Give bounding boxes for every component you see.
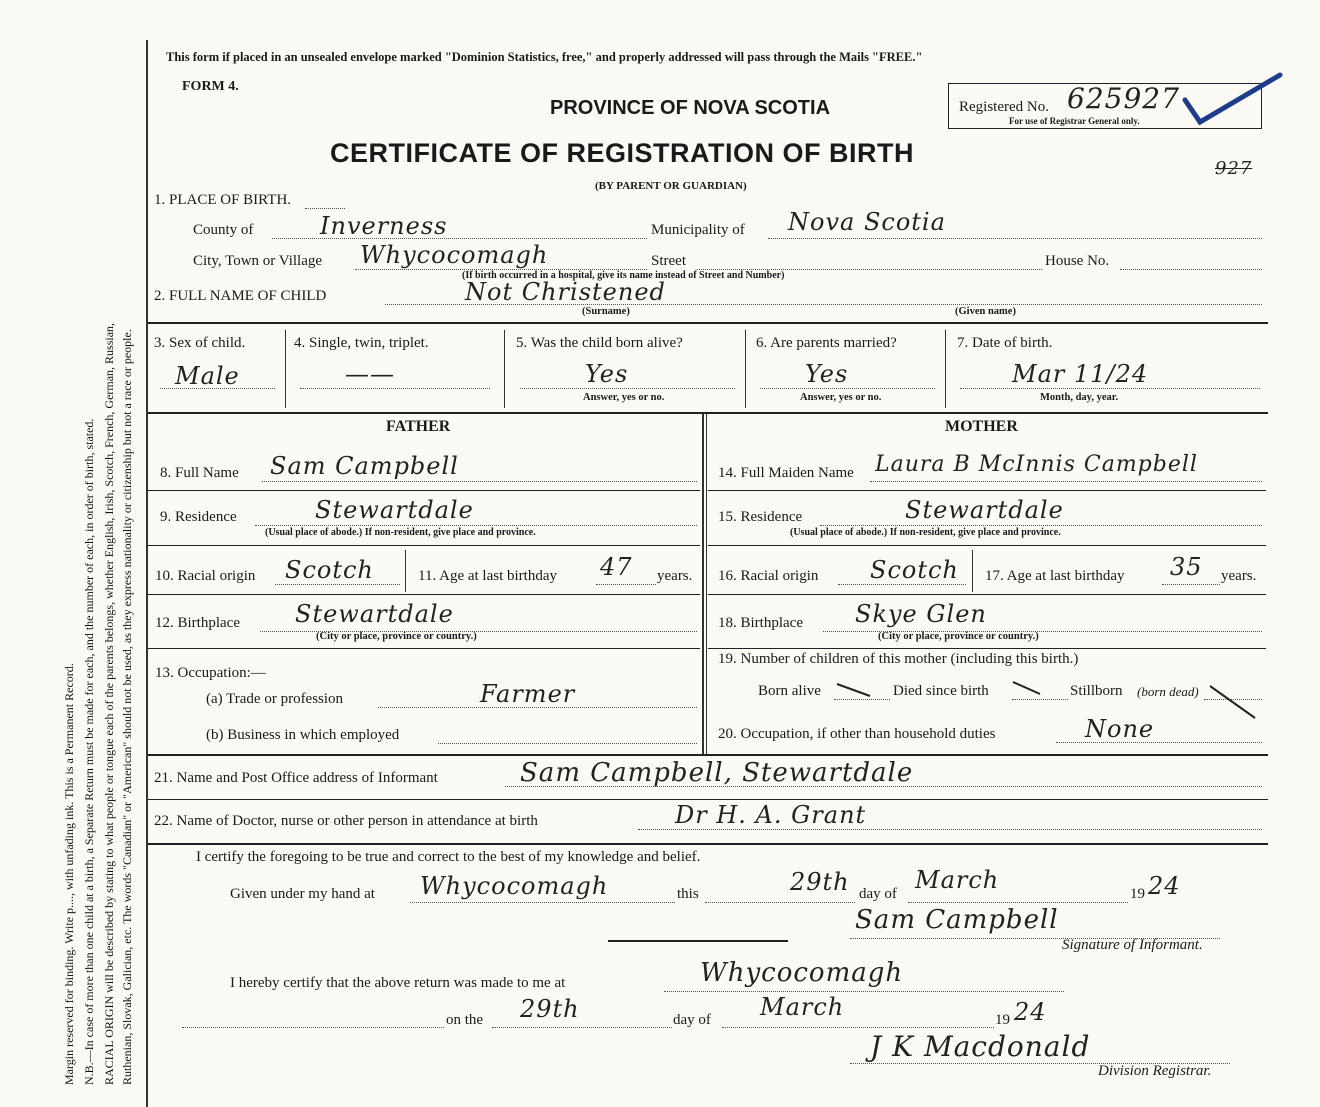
registered-number: 625927 (1067, 82, 1180, 115)
surname-note: (Surname) (582, 306, 630, 317)
father-birthplace-note: (City or place, province or country.) (316, 631, 477, 642)
divider-1 (148, 322, 1268, 324)
divider-4 (148, 843, 1268, 845)
child-name-label: 2. FULL NAME OF CHILD (154, 288, 327, 304)
street-label: Street (651, 253, 686, 269)
day-value: 29th (790, 868, 850, 896)
check-mark-icon (1180, 70, 1290, 130)
registered-label: Registered No. (959, 99, 1049, 115)
registrar-signature: J K Macdonald (870, 1030, 1091, 1063)
born-alive-value: Yes (585, 360, 629, 388)
margin-note-racial-origin: RACIAL ORIGIN will be described by stating to what people or tongue each of the parents belongs, whether English, Irish, Scotch, French, German, Russian, (102, 322, 116, 1085)
province-heading: PROVINCE OF NOVA SCOTIA (550, 97, 831, 119)
registrar-place-value: Whycocomagh (700, 958, 904, 988)
mother-heading: MOTHER (945, 418, 1018, 435)
business-label: (b) Business in which employed (206, 727, 400, 743)
registrar-year-value: 24 (1014, 998, 1047, 1026)
form-number: FORM 4. (182, 79, 239, 94)
certificate-title: CERTIFICATE OF REGISTRATION OF BIRTH (330, 138, 914, 168)
father-heading: FATHER (386, 418, 451, 435)
certify-statement: I certify the foregoing to be true and correct to the best of my knowledge and belief. (196, 849, 701, 865)
trade-label: (a) Trade or profession (206, 691, 344, 707)
registrar-month-value: March (760, 993, 845, 1021)
plurality-label: 4. Single, twin, triplet. (294, 335, 429, 351)
sex-label: 3. Sex of child. (154, 335, 246, 351)
father-name-value: Sam Campbell (270, 452, 459, 480)
mother-years-label: years. (1221, 568, 1257, 584)
father-residence-note: (Usual place of abode.) If non-resident, give place and province. (265, 527, 536, 538)
mother-occupation-label: 20. Occupation, if other than household duties (718, 726, 996, 742)
year-value: 24 (1148, 872, 1181, 900)
born-alive-count-label: Born alive (758, 683, 821, 699)
informant-signature: Sam Campbell (855, 905, 1059, 935)
date-of-birth-note: Month, day, year. (1040, 392, 1119, 403)
father-birthplace-label: 12. Birthplace (155, 615, 240, 631)
municipality-value: Nova Scotia (788, 208, 946, 236)
date-of-birth-label: 7. Date of birth. (957, 335, 1053, 351)
place-of-birth-label: 1. PLACE OF BIRTH. (154, 192, 292, 208)
mother-name-value: Laura B McInnis Campbell (875, 452, 1198, 477)
mother-racial-value: Scotch (870, 556, 959, 584)
father-age-value: 47 (600, 553, 633, 581)
margin-note-racial-origin-cont: Ruthenian, Slovak, Galician, etc. The words "Canadian" or "American" should not be used, as they express nationality or citizenship but not a race or people. (120, 329, 134, 1085)
margin-note-binding: Margin reserved for binding. Write p...., with unfading ink. This is a Permanent Record. (62, 663, 76, 1085)
mother-residence-note: (Usual place of abode.) If non-resident, give place and province. (790, 527, 1061, 538)
father-residence-value: Stewartdale (315, 496, 474, 524)
registrar-statement: I hereby certify that the above return was made to me at (230, 975, 566, 991)
divider-2 (148, 412, 1268, 414)
corner-mark: 927 (1215, 158, 1253, 179)
county-value: Inverness (320, 212, 448, 240)
father-years-label: years. (657, 568, 693, 584)
registrar-general-note: For use of Registrar General only. (1009, 116, 1140, 126)
parents-married-value: Yes (805, 360, 849, 388)
born-alive-label: 5. Was the child born alive? (516, 335, 683, 351)
parents-married-label: 6. Are parents married? (756, 335, 897, 351)
born-alive-note: Answer, yes or no. (583, 392, 665, 403)
doctor-value: Dr H. A. Grant (675, 801, 867, 829)
registrar-signature-label: Division Registrar. (1098, 1063, 1212, 1079)
father-residence-label: 9. Residence (160, 509, 237, 525)
margin-note-multiple-births: N.B.—In case of more than one child at a birth, a Separate Return must be made for each, and the number of each, in order of birth, stated. (82, 418, 96, 1085)
children-count-label: 19. Number of children of this mother (including this birth.) (718, 651, 1079, 667)
given-place-value: Whycocomagh (420, 872, 609, 900)
this-label: this (677, 886, 699, 902)
registrar-year-prefix: 19 (995, 1012, 1010, 1028)
hospital-note: (If birth occurred in a hospital, give its name instead of Street and Number) (462, 270, 785, 281)
child-name-value: Not Christened (465, 278, 666, 306)
municipality-label: Municipality of (651, 222, 745, 238)
plurality-value: —— (345, 360, 395, 388)
divider-3 (148, 754, 1268, 756)
date-of-birth-value: Mar 11/24 (1012, 360, 1149, 388)
father-occupation-label: 13. Occupation:— (155, 665, 266, 681)
stillborn-note: (born dead) (1137, 684, 1199, 699)
registrar-day-value: 29th (520, 995, 580, 1023)
mother-name-label: 14. Full Maiden Name (718, 465, 854, 481)
house-number-label: House No. (1045, 253, 1110, 269)
registrar-day-of-label: day of (673, 1012, 711, 1028)
stillborn-label: Stillborn (1070, 683, 1123, 699)
form-left-border (146, 40, 148, 1107)
mother-birthplace-label: 18. Birthplace (718, 615, 803, 631)
mother-birthplace-note: (City or place, province or country.) (878, 631, 1039, 642)
given-under-label: Given under my hand at (230, 886, 375, 902)
mailing-notice: This form if placed in an unsealed envelope marked "Dominion Statistics, free," and properly addressed will pass through the Mails "FREE." (166, 50, 923, 64)
certificate-subtitle: (BY PARENT OR GUARDIAN) (595, 180, 747, 192)
father-birthplace-value: Stewartdale (295, 600, 454, 628)
mother-age-label: 17. Age at last birthday (985, 568, 1125, 584)
parents-married-note: Answer, yes or no. (800, 392, 882, 403)
father-racial-label: 10. Racial origin (155, 568, 256, 584)
trade-value: Farmer (480, 680, 576, 708)
day-of-label: day of (859, 886, 897, 902)
died-since-birth-label: Died since birth (893, 683, 989, 699)
on-the-label: on the (446, 1012, 484, 1028)
year-prefix: 19 (1130, 886, 1145, 902)
doctor-label: 22. Name of Doctor, nurse or other person in attendance at birth (154, 813, 538, 829)
column-divider (702, 414, 704, 754)
month-value: March (915, 866, 1000, 894)
mother-birthplace-value: Skye Glen (855, 600, 987, 628)
mother-age-value: 35 (1170, 553, 1203, 581)
dash-strokes (835, 678, 1265, 723)
mother-residence-label: 15. Residence (718, 509, 803, 525)
informant-signature-label: Signature of Informant. (1062, 937, 1203, 953)
given-name-note: (Given name) (955, 306, 1016, 317)
mother-occupation-value: None (1085, 715, 1155, 743)
mother-residence-value: Stewartdale (905, 496, 1064, 524)
county-label: County of (193, 222, 254, 238)
informant-label: 21. Name and Post Office address of Informant (154, 770, 438, 786)
city-value: Whycocomagh (360, 241, 549, 269)
father-name-label: 8. Full Name (160, 465, 239, 481)
father-racial-value: Scotch (285, 556, 374, 584)
city-label: City, Town or Village (193, 253, 323, 269)
informant-value: Sam Campbell, Stewartdale (520, 758, 914, 788)
sex-value: Male (175, 362, 240, 390)
mother-racial-label: 16. Racial origin (718, 568, 819, 584)
father-age-label: 11. Age at last birthday (418, 568, 557, 584)
